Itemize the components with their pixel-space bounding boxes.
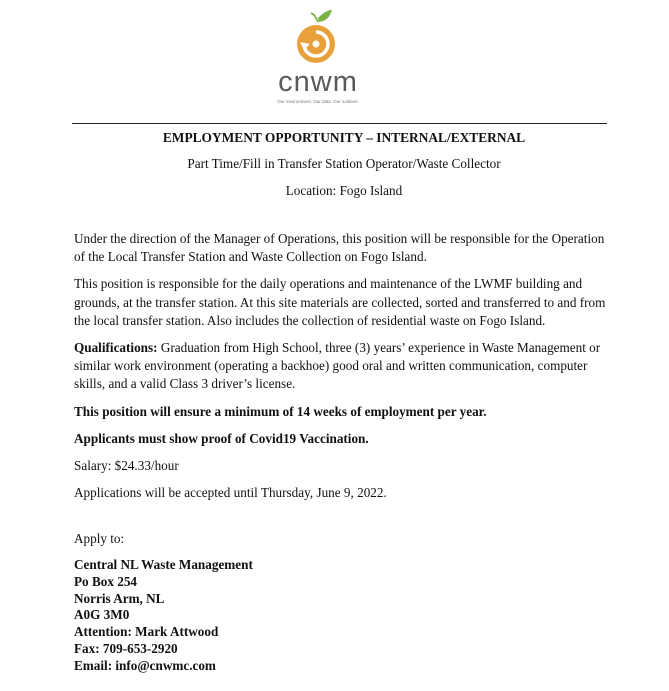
position-location: Location: Fogo Island	[285, 182, 403, 198]
address-postal-code: A0G 3M0	[74, 607, 130, 623]
description-paragraph: Under the direction of the Manager of Operations, this position will be responsible for the Operation of the Local Transfer Station and Waste Collection on Fogo Island.	[74, 230, 605, 265]
company-logo	[268, 8, 368, 105]
application-deadline: Applications will be accepted until Thursday, June 9, 2022.	[74, 485, 387, 501]
mailing-address	[74, 557, 614, 675]
responsibilities-paragraph: This position is responsible for the daily operations and maintenance of the LWMF building and grounds, at the transfer station. At this site materials are collected, sorted and transferred to and from the local transfer station. Also includes the collection of residential waste on Fogo Island.	[74, 276, 606, 328]
address-pobox: Po Box 254	[74, 573, 138, 589]
logo-wordmark: cnwm	[278, 66, 358, 98]
header-divider	[72, 123, 607, 124]
logo-tagline: Our environment. Our data. Our solution.	[277, 99, 359, 104]
job-posting	[74, 129, 614, 675]
vaccination-requirement: Applicants must show proof of Covid19 Vaccination.	[74, 430, 369, 446]
posting-title: EMPLOYMENT OPPORTUNITY – INTERNAL/EXTERNAL	[162, 130, 526, 145]
address-attention: Attention: Mark Attwood	[74, 624, 219, 640]
qualifications-text: Graduation from High School, three (3) years’ experience in Waste Management or similar work environment (operating a backhoe) good oral and written communication, computer skills, and a valid Class 3 driver’s license.	[74, 340, 601, 392]
position-title: Part Time/Fill in Transfer Station Operator/Waste Collector	[187, 155, 501, 171]
apply-label: Apply to:	[74, 530, 125, 546]
address-email: Email: info@cnwmc.com	[74, 658, 216, 674]
recycle-leaf-icon	[290, 8, 346, 66]
address-fax: Fax: 709-653-2920	[74, 641, 178, 657]
minimum-weeks-note: This position will ensure a minimum of 14 weeks of employment per year.	[74, 403, 487, 419]
qualifications-paragraph	[74, 339, 614, 394]
salary-line: Salary: $24.33/hour	[74, 458, 179, 474]
qualifications-label: Qualifications:	[74, 340, 158, 356]
address-city: Norris Arm, NL	[74, 590, 165, 606]
address-organization: Central NL Waste Management	[74, 556, 253, 572]
